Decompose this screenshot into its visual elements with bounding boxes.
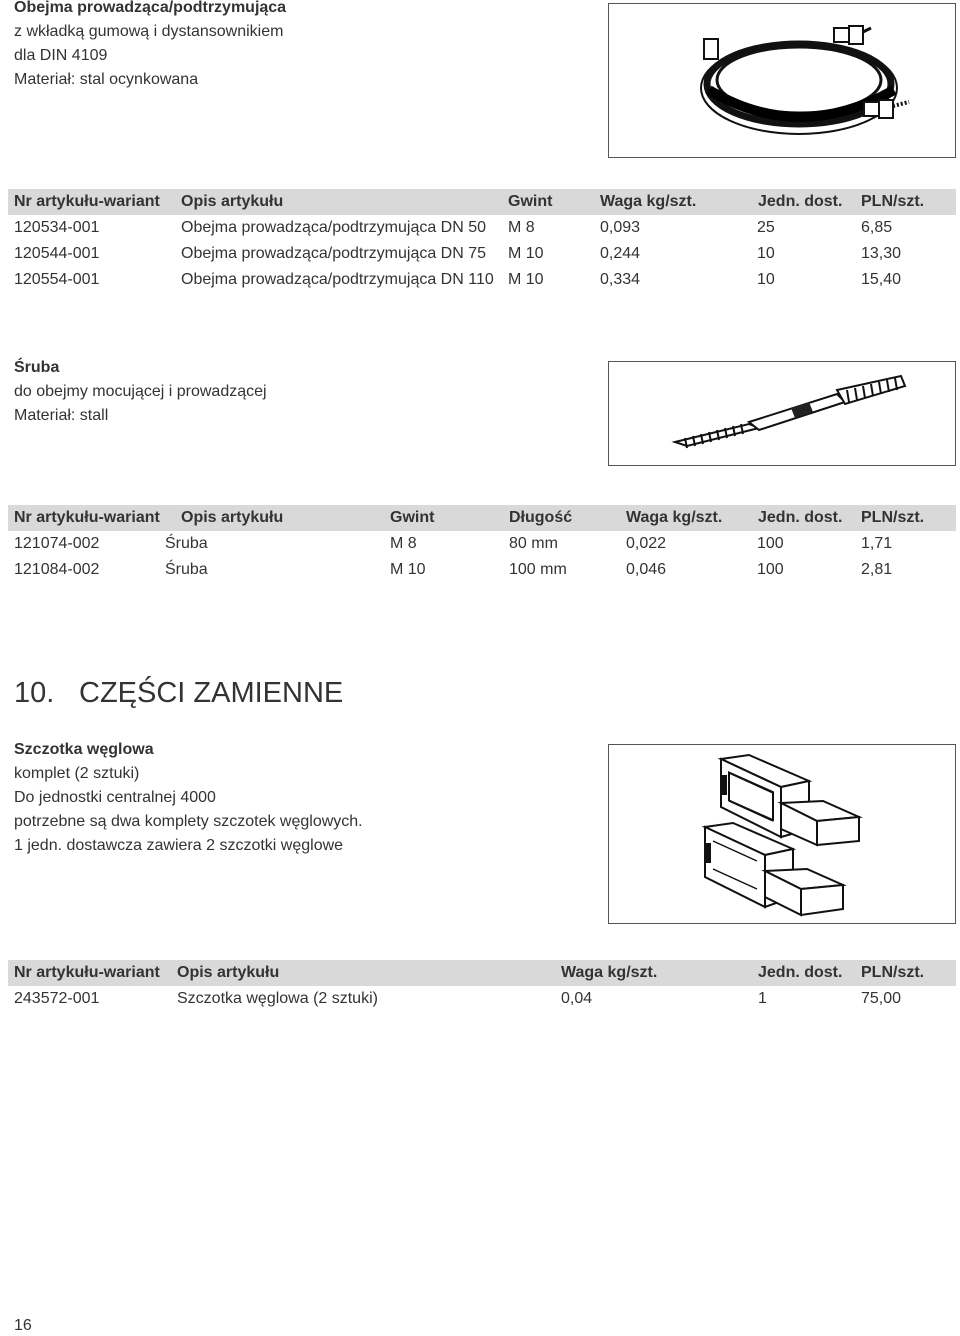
cell-article-number: 120534-001	[14, 219, 100, 236]
cell-delivery-unit: 1	[758, 990, 767, 1007]
cell-description: Obejma prowadząca/podtrzymująca DN 50	[181, 219, 487, 236]
cell-length: 80 mm	[509, 535, 558, 552]
cell-weight: 0,022	[626, 535, 667, 552]
section-heading	[14, 675, 343, 711]
header-price: PLN/szt.	[861, 509, 925, 526]
cell-price: 1,71	[861, 535, 893, 552]
brush-table-header	[8, 960, 956, 986]
cell-weight: 0,04	[561, 990, 593, 1007]
header-delivery-unit: Jedn. dost.	[758, 964, 843, 981]
header-article-number: Nr artykułu-wariant	[14, 193, 160, 210]
screw-title: Śruba	[14, 359, 60, 376]
clamp-line: dla DIN 4109	[14, 47, 108, 64]
cell-weight: 0,046	[626, 561, 667, 578]
brush-line: Do jednostki centralnej 4000	[14, 789, 216, 806]
table-row	[0, 986, 960, 1012]
table-row	[0, 241, 960, 267]
header-delivery-unit: Jedn. dost.	[758, 193, 843, 210]
cell-weight: 0,093	[600, 219, 641, 236]
cell-article-number: 121084-002	[14, 561, 100, 578]
cell-delivery-unit: 10	[757, 271, 775, 288]
cell-price: 2,81	[861, 561, 893, 578]
cell-weight: 0,334	[600, 271, 641, 288]
header-price: PLN/szt.	[861, 964, 925, 981]
header-price: PLN/szt.	[861, 193, 925, 210]
header-length: Długość	[509, 509, 573, 526]
clamp-table-header	[8, 189, 956, 215]
cell-price: 13,30	[861, 245, 902, 262]
header-article-number: Nr artykułu-wariant	[14, 509, 160, 526]
page-number: 16	[14, 1317, 32, 1334]
clamp-title: Obejma prowadząca/podtrzymująca	[14, 0, 287, 16]
screw-illustration	[608, 361, 956, 466]
clamp-line: z wkładką gumową i dystansownikiem	[14, 23, 284, 40]
cell-delivery-unit: 10	[757, 245, 775, 262]
table-row	[0, 215, 960, 241]
brush-title: Szczotka węglowa	[14, 741, 154, 758]
cell-article-number: 243572-001	[14, 990, 100, 1007]
cell-thread: M 8	[390, 535, 417, 552]
cell-price: 6,85	[861, 219, 893, 236]
screw-icon	[609, 362, 955, 465]
cell-description: Śruba	[165, 535, 208, 552]
header-description: Opis artykułu	[177, 964, 280, 981]
cell-delivery-unit: 100	[757, 535, 784, 552]
pipe-clamp-illustration	[608, 3, 956, 158]
cell-delivery-unit: 100	[757, 561, 784, 578]
header-weight: Waga kg/szt.	[626, 509, 723, 526]
brush-description	[14, 738, 363, 858]
cell-article-number: 120544-001	[14, 245, 100, 262]
header-description: Opis artykułu	[181, 509, 284, 526]
table-row	[0, 531, 960, 557]
section-title: CZĘŚCI ZAMIENNE	[79, 677, 344, 709]
cell-description: Śruba	[165, 561, 208, 578]
cell-thread: M 10	[390, 561, 426, 578]
cell-article-number: 120554-001	[14, 271, 100, 288]
header-delivery-unit: Jedn. dost.	[758, 509, 843, 526]
cell-price: 15,40	[861, 271, 902, 288]
screw-line: Materiał: stall	[14, 407, 109, 424]
section-number: 10.	[14, 677, 55, 709]
screw-line: do obejmy mocującej i prowadzącej	[14, 383, 267, 400]
pipe-clamp-icon	[609, 4, 955, 157]
screw-description	[14, 356, 267, 428]
screw-table-header	[8, 505, 956, 531]
clamp-line: Materiał: stal ocynkowana	[14, 71, 199, 88]
cell-description: Szczotka węglowa (2 sztuki)	[177, 990, 378, 1007]
cell-thread: M 8	[508, 219, 535, 236]
header-weight: Waga kg/szt.	[561, 964, 658, 981]
brush-line: 1 jedn. dostawcza zawiera 2 szczotki węglowe	[14, 837, 344, 854]
header-thread: Gwint	[390, 509, 435, 526]
cell-description: Obejma prowadząca/podtrzymująca DN 110	[181, 271, 494, 288]
cell-article-number: 121074-002	[14, 535, 100, 552]
cell-weight: 0,244	[600, 245, 641, 262]
cell-length: 100 mm	[509, 561, 567, 578]
table-row	[0, 557, 960, 583]
brush-line: komplet (2 sztuki)	[14, 765, 140, 782]
header-description: Opis artykułu	[181, 193, 284, 210]
cell-price: 75,00	[861, 990, 902, 1007]
carbon-brush-icon	[609, 745, 955, 923]
cell-thread: M 10	[508, 271, 544, 288]
header-article-number: Nr artykułu-wariant	[14, 964, 160, 981]
brush-line: potrzebne są dwa komplety szczotek węglowych.	[14, 813, 363, 830]
header-weight: Waga kg/szt.	[600, 193, 697, 210]
cell-description: Obejma prowadząca/podtrzymująca DN 75	[181, 245, 487, 262]
cell-thread: M 10	[508, 245, 544, 262]
table-row	[0, 267, 960, 293]
cell-delivery-unit: 25	[757, 219, 775, 236]
clamp-description	[14, 0, 286, 92]
carbon-brush-illustration	[608, 744, 956, 924]
header-thread: Gwint	[508, 193, 553, 210]
